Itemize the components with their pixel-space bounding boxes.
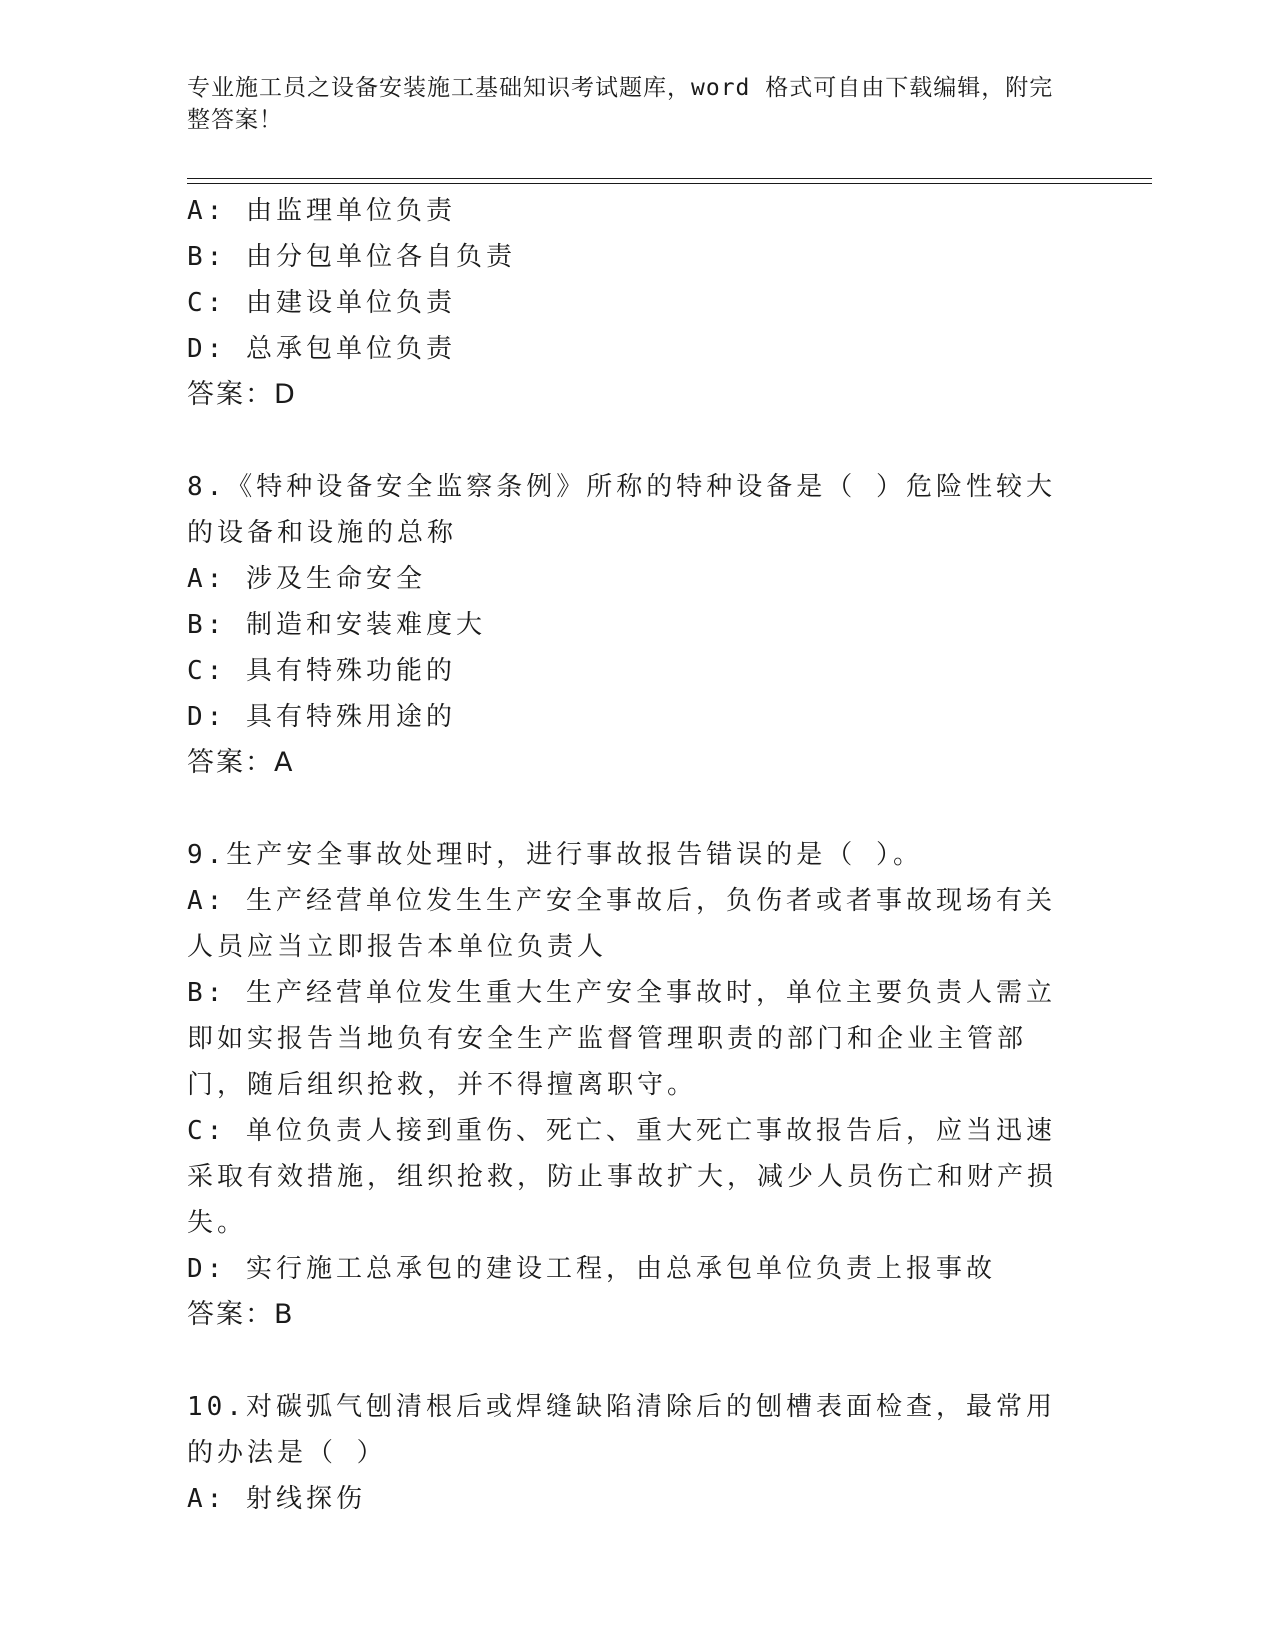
- question-9: [187, 832, 1067, 1338]
- header-divider-bottom: [187, 183, 1152, 184]
- spacer: [187, 786, 1067, 832]
- question-8: [187, 464, 1067, 786]
- spacer: [187, 418, 1067, 464]
- option-d: D: 实行施工总承包的建设工程，由总承包单位负责上报事故: [187, 1254, 996, 1284]
- option-b: B: 生产经营单位发生重大生产安全事故时，单位主要负责人需立即如实报告当地负有安全生产监督管理职责的部门和企业主管部门，随后组织抢救，并不得擅离职守。: [187, 978, 1056, 1100]
- option-b: B: 由分包单位各自负责: [187, 242, 516, 272]
- option-d: D: 总承包单位负责: [187, 334, 456, 364]
- question-7: [187, 188, 1067, 418]
- option-a: A: 射线探伤: [187, 1484, 366, 1514]
- option-d: D: 具有特殊用途的: [187, 702, 456, 732]
- header-divider-top: [187, 178, 1152, 179]
- option-b: B: 制造和安装难度大: [187, 610, 486, 640]
- option-c: C: 单位负责人接到重伤、死亡、重大死亡事故报告后，应当迅速采取有效措施，组织抢救，防止事故扩大，减少人员伤亡和财产损失。: [187, 1116, 1058, 1238]
- question-content: [187, 188, 1067, 1522]
- option-a: A: 生产经营单位发生生产安全事故后，负伤者或者事故现场有关人员应当立即报告本单位负责人: [187, 886, 1056, 962]
- question-stem: 10.对碳弧气刨清根后或焊缝缺陷清除后的刨槽表面检查，最常用的办法是（ ）: [187, 1392, 1056, 1468]
- answer-label: 答案：D: [187, 379, 297, 410]
- option-c: C: 由建设单位负责: [187, 288, 456, 318]
- spacer: [187, 1338, 1067, 1384]
- answer-label: 答案：B: [187, 1299, 295, 1330]
- option-a: A: 涉及生命安全: [187, 564, 426, 594]
- question-10: [187, 1384, 1067, 1522]
- question-stem: 9.生产安全事故处理时，进行事故报告错误的是（ ）。: [187, 840, 923, 870]
- question-stem: 8.《特种设备安全监察条例》所称的特种设备是（ ）危险性较大的设备和设施的总称: [187, 472, 1056, 548]
- document-header: 专业施工员之设备安装施工基础知识考试题库，word 格式可自由下载编辑，附完整答案！: [187, 75, 1054, 133]
- answer-label: 答案：A: [187, 747, 295, 778]
- option-a: A: 由监理单位负责: [187, 196, 456, 226]
- option-c: C: 具有特殊功能的: [187, 656, 456, 686]
